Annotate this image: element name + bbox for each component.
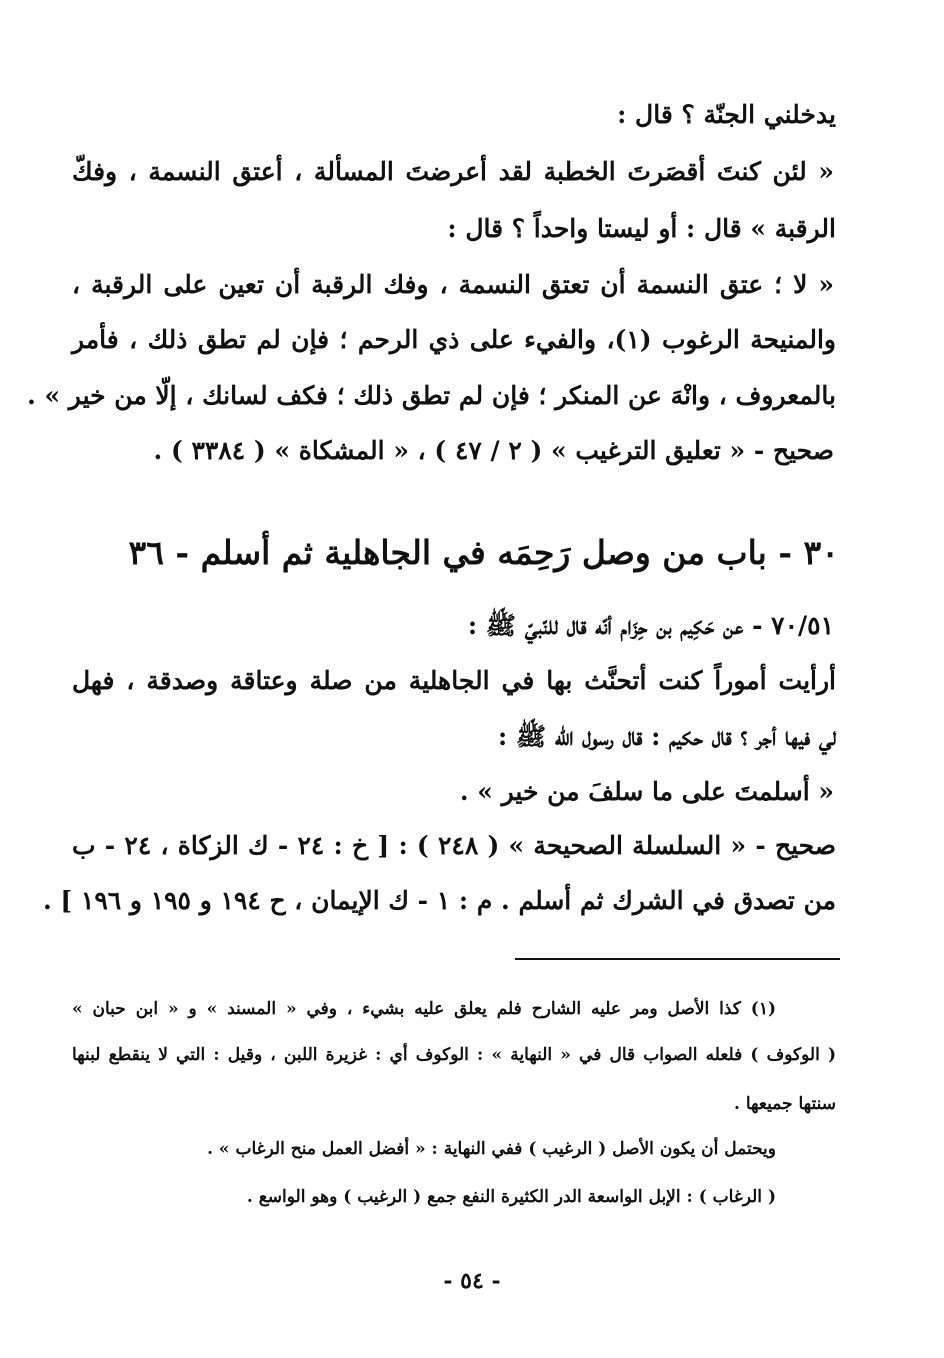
grading-note: صحيح - « تعليق الترغيب » ( ٢ / ٤٧ ) ، « المشكاة » ( ٣٣٨٤ ) . xyxy=(153,436,834,465)
footnote-divider xyxy=(515,958,840,960)
footnote-line-4: ويحتمل أن يكون الأصل ( الرغيب ) ففي النهاية : « أفضل العمل منح الرغاب » . xyxy=(207,1139,776,1159)
footnote-line-3: سنتها جميعها . xyxy=(734,1094,836,1114)
footnote-line-5: ( الرغاب ) : الإبل الواسعة الدر الكثيرة النفع جمع ( الرغيب ) وهو الواسع . xyxy=(246,1187,776,1207)
body-line-3: الرقبة » قال : أو ليستا واحداً ؟ قال : xyxy=(447,214,836,243)
hadith-line-2: لي فيها أجر ؟ قال حكيم : قال رسول الله ﷺ : xyxy=(497,722,836,751)
footnote-line-1: (١) كذا الأصل ومر عليه الشارح فلم يعلق عليه بشيء ، وفي « المسند » و « ابن حبان » xyxy=(72,999,776,1019)
chapter-heading: ٣٠ - باب من وصل رَحِمَه في الجاهلية ثم أسلم - ٣٦ xyxy=(128,533,839,572)
hadith-line-1: أرأيت أموراً كنت أتحنَّث بها في الجاهلية من صلة وعتاقة وصدقة ، فهل xyxy=(72,666,836,695)
body-line-5: والمنيحة الرغوب (١)، والفيء على ذي الرحم ؛ فإن لم تطق ذلك ، فأمر xyxy=(72,325,836,354)
hadith-line-3: « أسلمتَ على ما سلفَ من خير » . xyxy=(459,777,834,806)
body-line-6: بالمعروف ، وانْهَ عن المنكر ؛ فإن لم تطق ذلك ؛ فكف لسانك ، إلّا من خير » . xyxy=(27,381,836,410)
page-number: - ٥٤ - xyxy=(443,1268,501,1294)
body-line-2: « لئن كنتَ أقصَرتَ الخطبة لقد أعرضتَ المسألة ، أعتق النسمة ، وفكّ xyxy=(72,157,834,186)
body-line-4: « لا ؛ عتق النسمة أن تعتق النسمة ، وفك الرقبة أن تعين على الرقبة ، xyxy=(72,270,834,299)
body-line-1: يدخلني الجنّة ؟ قال : xyxy=(617,100,836,129)
hadith-intro: ٧٠/٥١ - عن حَكِيم بن حِزَام أنّه قال للنّبيّ ﷺ : xyxy=(467,611,834,640)
hadith-grading-1: صحيح - « السلسلة الصحيحة » ( ٢٤٨ ) : [ خ : ٢٤ - ك الزكاة ، ٢٤ - ب xyxy=(72,831,836,860)
footnote-line-2: ( الوكوف ) فلعله الصواب قال في « النهاية » : الوكوف أي : غزيرة اللبن ، وقيل : التي لا ينقطع لبنها xyxy=(72,1045,836,1065)
hadith-grading-2: من تصدق في الشرك ثم أسلم . م : ١ - ك الإيمان ، ح ١٩٤ و ١٩٥ و ١٩٦ ] . xyxy=(42,886,836,915)
